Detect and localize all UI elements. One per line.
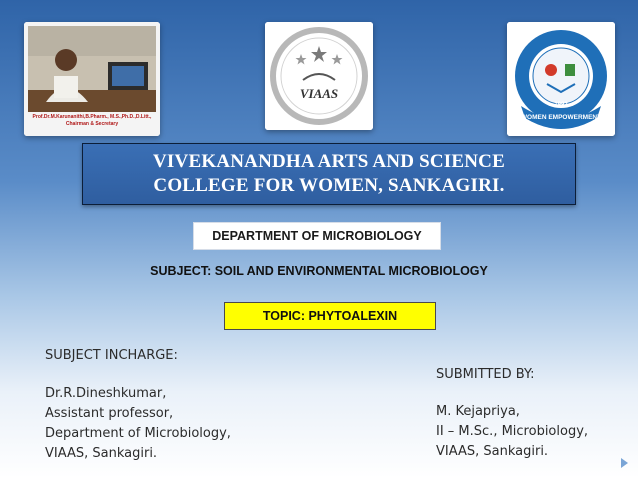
incharge-name: Dr.R.Dineshkumar, — [45, 386, 167, 401]
topic-label: TOPIC: PHYTOALEXIN — [224, 302, 436, 330]
viaas-seal-text: VIAAS — [299, 86, 339, 101]
submitted-details — [436, 402, 588, 462]
incharge-details — [45, 384, 231, 464]
viaas-seal-image — [265, 22, 373, 130]
chairman-caption: Prof.Dr.M.Karunanithi,B.Pharm., M.S.,Ph.D.,D.Litt., Chairman & Secretary — [32, 114, 152, 127]
chairman-photo-logo — [24, 22, 160, 136]
incharge-institution: VIAAS, Sankagiri. — [45, 446, 158, 461]
college-title-line-2: COLLEGE FOR WOMEN, SANKAGIRI. — [153, 175, 505, 196]
submitter-course: II – M.Sc., Microbiology, — [436, 424, 589, 439]
incharge-heading: SUBJECT INCHARGE: — [45, 348, 178, 363]
incharge-department: Department of Microbiology, — [45, 426, 231, 441]
women-empowerment-logo — [507, 22, 615, 136]
submitted-heading: SUBMITTED BY: — [436, 367, 535, 382]
viaas-seal-logo — [265, 22, 373, 130]
submitter-institution: VIAAS, Sankagiri. — [436, 444, 549, 459]
submitter-name: M. Kejapriya, — [436, 404, 520, 419]
emblem-ribbon-text: WOMEN EMPOWERMENT — [520, 114, 602, 121]
department-label: DEPARTMENT OF MICROBIOLOGY — [193, 222, 441, 250]
incharge-designation: Assistant professor, — [45, 406, 174, 421]
subject-line: SUBJECT: SOIL AND ENVIRONMENTAL MICROBIOLOGY — [150, 264, 488, 278]
college-title-line-1: VIVEKANANDHA ARTS AND SCIENCE — [153, 151, 505, 172]
slide-arrow-icon — [621, 458, 628, 468]
emblem-year: 1992 — [554, 102, 568, 108]
college-title-box — [82, 143, 576, 205]
